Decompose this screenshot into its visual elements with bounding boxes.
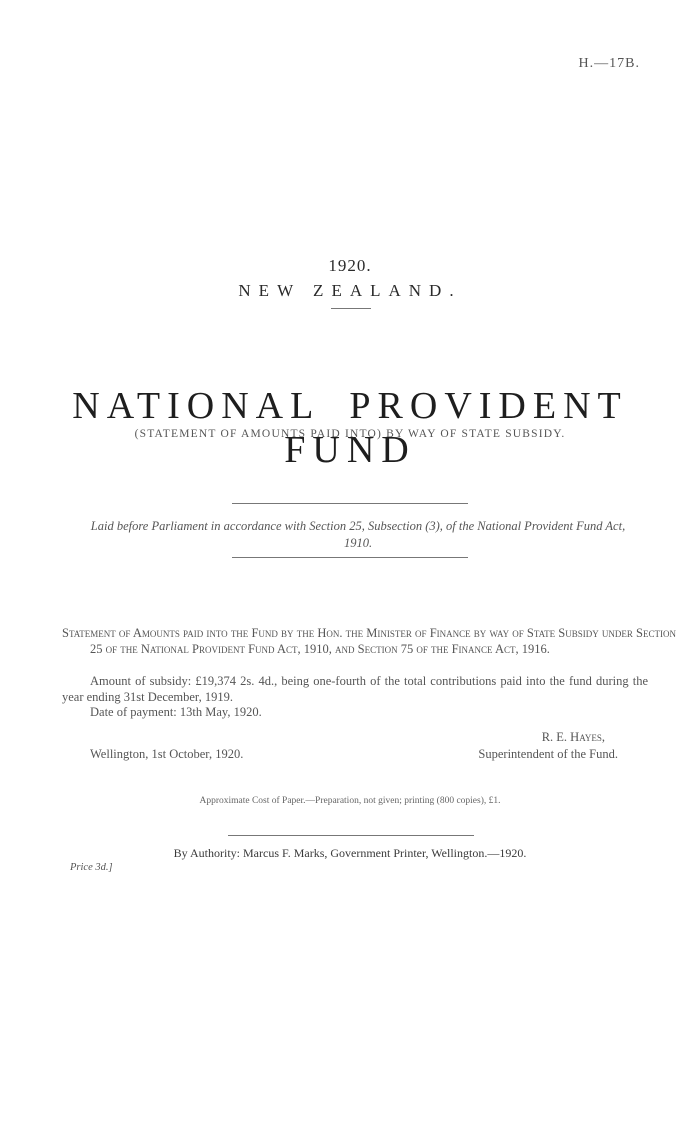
cost-of-paper-note: Approximate Cost of Paper.—Preparation, not given; printing (800 copies), £1.	[199, 796, 501, 806]
bottom-divider	[232, 557, 468, 558]
top-divider	[232, 503, 468, 504]
footer-divider	[228, 835, 474, 836]
place-and-date: Wellington, 1st October, 1920.	[90, 747, 244, 761]
printer-imprint: By Authority: Marcus F. Marks, Government Printer, Wellington.—1920.	[173, 846, 527, 860]
document-reference: H.—17B.	[578, 56, 640, 71]
signatory-name: R. E. Hayes,	[541, 730, 605, 744]
statement-heading: Statement of Amounts paid into the Fund by the Hon. the Minister of Finance by way of State Subsidy under Section 25 of the National Provident Fund Act, 1910, and Section 75 of the Finance Act, 1916.	[62, 626, 676, 656]
document-title: NATIONAL PROVIDENT FUND	[72, 385, 628, 471]
document-subtitle: (STATEMENT OF AMOUNTS PAID INTO) BY WAY OF STATE SUBSIDY.	[134, 428, 566, 440]
country-heading: NEW ZEALAND.	[238, 281, 462, 300]
price-note: Price 3d.]	[70, 862, 113, 873]
laid-before-notice: Laid before Parliament in accordance with Section 25, Subsection (3), of the National Provident Fund Act, 1910.	[90, 519, 626, 550]
payment-date: Date of payment: 13th May, 1920.	[90, 705, 262, 719]
signatory-title: Superintendent of the Fund.	[478, 747, 618, 761]
subsidy-amount: Amount of subsidy: £19,374 2s. 4d., being one-fourth of the total contributions paid into the fund during the year ending 31st December, 1919.	[62, 674, 648, 704]
document-year: 1920.	[328, 256, 372, 275]
masthead-divider	[331, 308, 371, 309]
